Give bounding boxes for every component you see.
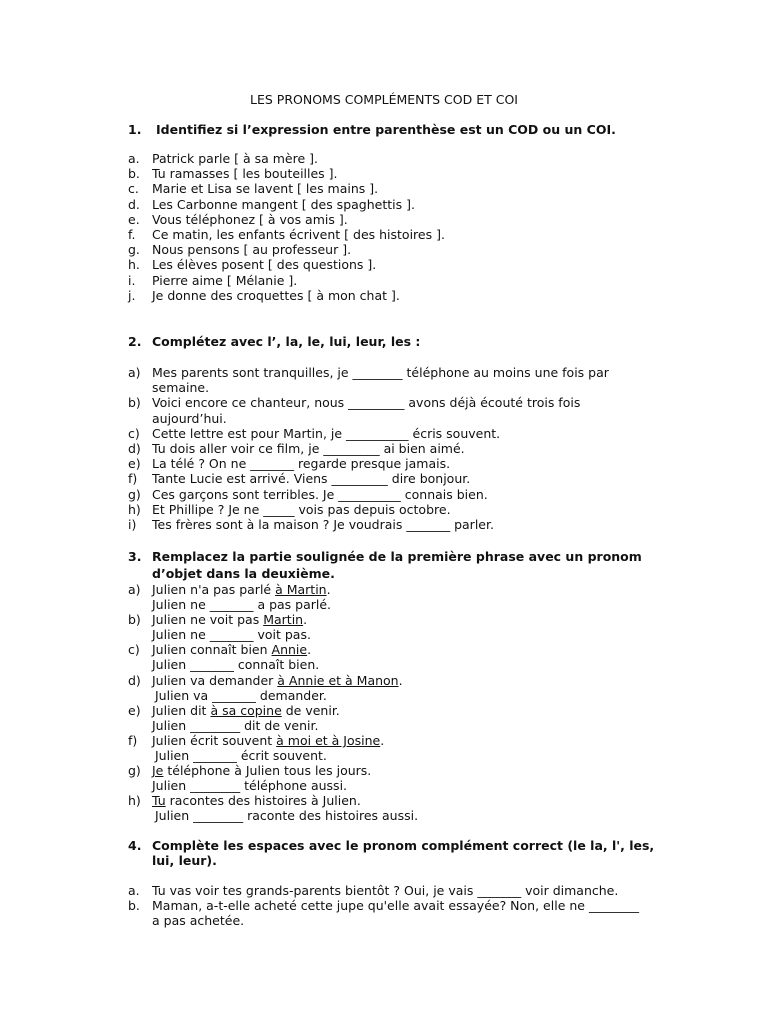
item-marker: h.: [128, 257, 140, 273]
item-marker: b): [128, 612, 141, 628]
item-marker: a): [128, 365, 141, 380]
item-text: racontes des histoires à Julien.: [165, 793, 361, 809]
underlined-text: Tu: [152, 793, 166, 809]
item-text: Ces garçons sont terribles. Je __________ connais bien.: [152, 486, 488, 502]
list-item: [128, 763, 418, 793]
answer-sentence: Julien va _______ demander.: [155, 687, 327, 703]
page-title: LES PRONOMS COMPLÉMENTS COD ET COI: [250, 92, 518, 107]
item-marker: e.: [128, 211, 140, 227]
section-number: 3.: [128, 549, 142, 564]
item-text-continued: semaine.: [152, 380, 210, 396]
item-text: Julien connaît bien: [152, 642, 272, 658]
list-item: [128, 273, 445, 288]
list-item: [128, 288, 445, 303]
list-item: [128, 883, 639, 898]
item-text: Patrick parle [ à sa mère ].: [152, 151, 318, 166]
item-marker: a.: [128, 883, 140, 898]
list-item: [128, 487, 609, 502]
item-marker: b.: [128, 166, 140, 182]
list-item: [128, 517, 609, 532]
list-item: [128, 242, 445, 257]
list-item: [128, 502, 609, 517]
underlined-text: Annie: [271, 642, 308, 658]
section-title-continued: lui, leur).: [152, 853, 217, 868]
item-marker: f.: [128, 227, 136, 243]
answer-sentence: Julien ne _______ a pas parlé.: [152, 597, 332, 613]
underlined-text: à Martin: [275, 582, 327, 597]
list-item: [128, 733, 418, 763]
item-marker: b.: [128, 898, 140, 914]
item-marker: i.: [128, 272, 136, 288]
item-text-continued: aujourd’hui.: [152, 410, 227, 426]
item-text: Marie et Lisa se lavent [ les mains ].: [152, 181, 379, 197]
answer-sentence: Julien ________ téléphone aussi.: [152, 778, 348, 794]
item-text: .: [398, 672, 403, 688]
item-marker: e): [128, 456, 141, 472]
underlined-text: à moi et à Josine: [276, 732, 381, 748]
section-number: 2.: [128, 334, 142, 349]
item-marker: e): [128, 702, 141, 718]
item-text: Tes frères sont à la maison ? Je voudrais _______ parler.: [152, 517, 494, 533]
list-item: [128, 582, 418, 612]
item-marker: c.: [128, 181, 139, 197]
item-text: Je donne des croquettes [ à mon chat ].: [152, 287, 400, 303]
item-text: Julien va demander: [152, 672, 278, 688]
item-text: Julien écrit souvent: [152, 732, 277, 748]
item-text: de venir.: [281, 702, 340, 718]
section-number: 1.: [128, 122, 142, 137]
list-item: [128, 395, 609, 425]
list-item: [128, 151, 445, 166]
list-item: [128, 673, 418, 703]
answer-sentence: Julien ne _______ voit pas.: [152, 627, 311, 643]
list-item: [128, 793, 418, 823]
item-marker: a.: [128, 151, 140, 166]
item-marker: g): [128, 763, 141, 779]
answer-sentence: Julien ________ dit de venir.: [152, 717, 319, 733]
list-item: [128, 227, 445, 242]
item-marker: b): [128, 395, 141, 411]
list-item: [128, 365, 609, 395]
item-marker: c): [128, 642, 140, 658]
item-marker: h): [128, 793, 141, 809]
item-text: .: [326, 582, 331, 597]
item-marker: h): [128, 501, 141, 517]
list-item: [128, 456, 609, 471]
item-text: Tu vas voir tes grands-parents bientôt ? Oui, je vais _______ voir dimanche.: [152, 883, 619, 898]
section-title: Complétez avec l’, la, le, lui, leur, les :: [152, 334, 421, 349]
item-marker: g): [128, 486, 141, 502]
item-text: Tu dois aller voir ce film, je _________ ai bien aimé.: [152, 441, 465, 457]
list-item: [128, 181, 445, 196]
item-text: téléphone à Julien tous les jours.: [163, 763, 372, 779]
section-1-list: [128, 151, 445, 303]
item-marker: d): [128, 441, 141, 457]
item-marker: d): [128, 672, 141, 688]
item-text: Ce matin, les enfants écrivent [ des histoires ].: [152, 227, 445, 243]
list-item: [128, 642, 418, 672]
section-number: 4.: [128, 838, 142, 853]
item-text: Nous pensons [ au professeur ].: [152, 242, 352, 258]
item-marker: f): [128, 732, 138, 748]
list-item: [128, 441, 609, 456]
item-text: Les élèves posent [ des questions ].: [152, 257, 377, 273]
section-title: Complète les espaces avec le pronom complément correct (le la, l', les,: [152, 838, 655, 853]
item-text: .: [307, 642, 312, 658]
section-2-list: [128, 365, 609, 532]
list-item: [128, 426, 609, 441]
item-marker: i): [128, 517, 137, 533]
item-text: .: [303, 612, 308, 628]
item-text: Tu ramasses [ les bouteilles ].: [152, 166, 338, 182]
item-text: Maman, a-t-elle acheté cette jupe qu'elle avait essayée? Non, elle ne ________: [152, 898, 639, 914]
list-item: [128, 257, 445, 272]
underlined-text: à Annie et à Manon: [277, 672, 399, 688]
item-marker: j.: [128, 287, 136, 303]
item-text: Mes parents sont tranquilles, je ________ téléphone au moins une fois par: [152, 365, 609, 380]
section-4-list: [128, 883, 639, 929]
list-item: [128, 197, 445, 212]
item-text: .: [380, 732, 385, 748]
list-item: [128, 703, 418, 733]
list-item: [128, 471, 609, 486]
underlined-text: à sa copine: [210, 702, 282, 718]
list-item: [128, 212, 445, 227]
list-item: [128, 898, 639, 928]
item-text-continued: a pas achetée.: [152, 913, 245, 929]
item-marker: c): [128, 425, 140, 441]
item-text: Julien ne voit pas: [152, 612, 264, 628]
item-text: Tante Lucie est arrivé. Viens _________ dire bonjour.: [152, 471, 471, 487]
answer-sentence: Julien _______ connaît bien.: [152, 657, 320, 673]
item-text: Julien n'a pas parlé: [152, 582, 276, 597]
section-3-list: [128, 582, 418, 824]
item-text: Vous téléphonez [ à vos amis ].: [152, 211, 348, 227]
item-text: La télé ? On ne _______ regarde presque jamais.: [152, 456, 451, 472]
item-marker: g.: [128, 242, 140, 258]
item-text: Et Phillipe ? Je ne _____ vois pas depuis octobre.: [152, 501, 451, 517]
answer-sentence: Julien _______ écrit souvent.: [155, 748, 327, 764]
item-text: Les Carbonne mangent [ des spaghettis ].: [152, 196, 415, 212]
list-item: [128, 166, 445, 181]
section-title: Identifiez si l’expression entre parenthèse est un COD ou un COI.: [156, 122, 616, 137]
section-title-continued: d’objet dans la deuxième.: [152, 566, 335, 581]
item-text: Julien dit: [152, 702, 211, 718]
answer-sentence: Julien ________ raconte des histoires aussi.: [155, 808, 419, 824]
item-text: Cette lettre est pour Martin, je __________ écris souvent.: [152, 425, 501, 441]
item-marker: f): [128, 471, 138, 487]
item-marker: d.: [128, 196, 140, 212]
underlined-text: Martin: [263, 612, 304, 628]
list-item: [128, 612, 418, 642]
item-marker: a): [128, 582, 141, 597]
item-text: Voici encore ce chanteur, nous _________ avons déjà écouté trois fois: [152, 395, 581, 411]
item-text: Pierre aime [ Mélanie ].: [152, 272, 298, 288]
section-title: Remplacez la partie soulignée de la première phrase avec un pronom: [152, 549, 642, 564]
underlined-text: Je: [152, 763, 164, 779]
